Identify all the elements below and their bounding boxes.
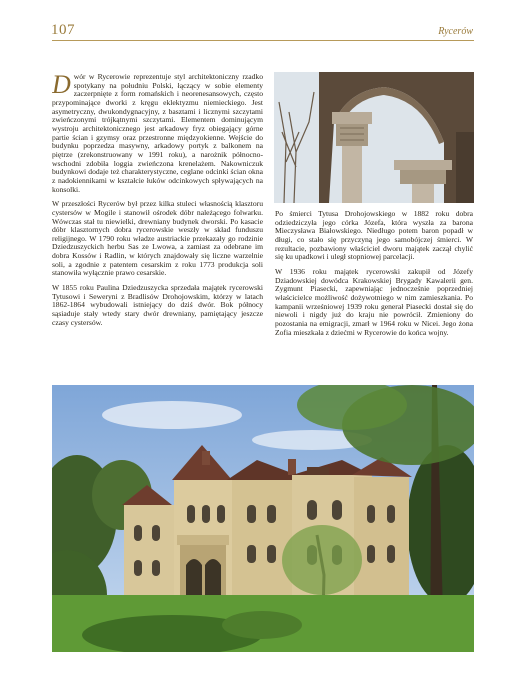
header-rule <box>52 40 474 41</box>
drop-cap: D <box>52 73 71 99</box>
paragraph-4: Po śmierci Tytusa Drohojowskiego w 1882 roku dobra odziedziczyła jego córka Józefa, która wyszła za barona Mieczysława Białowskiego. Niedługo potem baron popadł w długi, co stało się przyczyną jego samobójczej śmierci. W rezultacie, pozbawiony właściciel dworu majątek zaczął chylić się ku upadkowi i uległ stopniowej parcelacji. <box>275 210 473 262</box>
left-text-column <box>52 73 263 373</box>
arcade-columns-photo <box>274 72 474 203</box>
paragraph-1-text: wór w Rycerowie reprezentuje styl architektoniczny rzadko spotykany na południu Polski, łączący w sobie elementy zaczerpnięte z form romańskich i neorenesansowych, często przypominające dworki z kręgu eklektyzmu niemieckiego. Jest asymetryczny, dwukondygnacyjny, z basztami i licznymi szczytami zwieńczonymi trójkątnymi szczytami. Elementem dominującym wystroju architektonicznego jest arkadowy fryz obiegający górne partie ścian i gzymsy oraz przestronne międzyokienne. Wejście do budynku poprzedza masywny, arkadowy portyk z balkonem na piętrze (zrekonstruowany w 1991 roku), a narożnik północno-wschodni zdobiła loggia zwieńczona krenelażem. Nakowniczuk budynkowi dodaje też charakterystyczne, ceglane odcinki ścian okna z nadokiennikami w kształcie łuków odcinkowych spływających na konsolki. <box>52 73 263 194</box>
manor-house-illustration <box>52 385 474 652</box>
running-head: Rycerów <box>438 26 473 37</box>
paragraph-2: W przeszłości Rycerów był przez kilka stuleci własnością klasztoru cystersów w Mogile i stanowił ośrodek dóbr należącego folwarku. Wówczas stał tu niewielki, drewniany budynek dworski. Po kasacie dóbr klasztornych dobra rycerowskie weszły w skład funduszu religijnego. W 1790 roku władze austriackie przekazały go rodzinie Dziedzuszyckich herbu Sas ze Lwowa, a zamiast za odebrane im dobra Kossów i Radlin, w których znajdowały się liczne warzelnie soli, a zgodnie z patentem cesarskim z roku 1773 produkcja soli stanowiła wyłącznie prawo cesarskie. <box>52 199 263 278</box>
paragraph-3: W 1855 roku Paulina Dziedzuszycka sprzedała majątek rycerowski Tytusowi i Seweryni z Bradlisów Drohojowskim, którzy w latach 1862-1864 wybudowali istniejący do dziś dwór. Bok północy sąsiaduje stały wtedy stary dwór drewniany, pamiętający jeszcze czasy cystersów. <box>52 283 263 327</box>
paragraph-1 <box>52 73 263 194</box>
manor-house-photo <box>52 385 474 652</box>
page-number: 107 <box>51 22 75 38</box>
right-text-column <box>275 210 473 380</box>
paragraph-5: W 1936 roku majątek rycerowski zakupił od Józefy Dziadowskiej dowódca Krakowskiej Brygady Kawalerii gen. Zygmunt Piasecki, zapewniając jednocześnie poprzedniej właścicielce możliwość dożywotniego w nim zamieszkania. Po kampanii wrześniowej 1939 roku generał Piasecki dostał się do niewoli i nigdy już do kraju nie powrócił. Zmieniony do pozostania na emigracji, zmarł w 1964 roku w Nicei. Jego żona Zofia mieszkała z dziećmi w Rycerowie do końca wojny. <box>275 266 473 337</box>
arcade-columns-illustration <box>274 72 474 203</box>
